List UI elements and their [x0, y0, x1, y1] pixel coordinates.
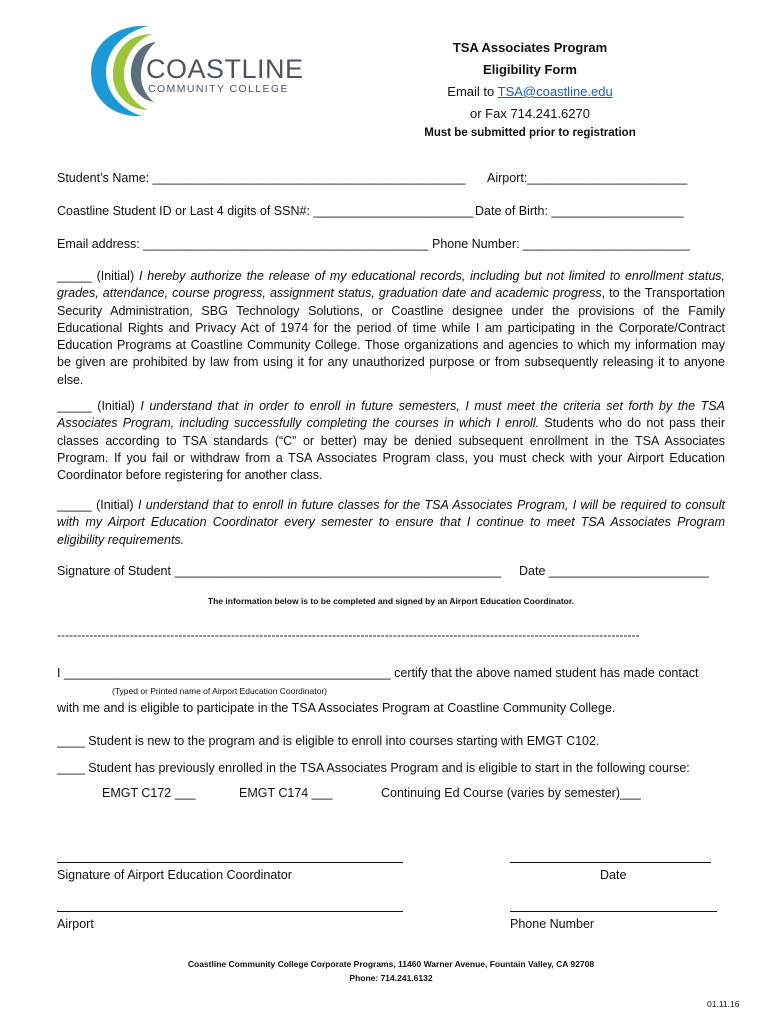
consult-italic: I understand that to enroll in future classes for the TSA Associates Program, I will be required to consult with my Airport Education Coordinator every semester to ensure that I continue to meet TSA Associates Program eligibility requirements. [57, 498, 725, 547]
coordinator-info-notice: The information below is to be completed and signed by an Airport Education Coordinator. [207, 596, 575, 606]
coordinator-signature-line[interactable] [57, 862, 403, 863]
email-field[interactable]: Email address: _________________________________________ [57, 237, 429, 251]
previous-student-option[interactable]: ____ Student has previously enrolled in the TSA Associates Program and is eligible to start in the following course: [57, 761, 690, 775]
submission-notice: Must be submitted prior to registration [424, 127, 636, 139]
email-line [380, 84, 680, 99]
course-emgt-c172[interactable]: EMGT C172 ___ [102, 786, 196, 800]
student-signature-field[interactable]: Signature of Student _______________________________________________ [57, 564, 502, 578]
course-continuing-ed[interactable]: Continuing Ed Course (varies by semester)___ [381, 786, 641, 800]
enrollment-italic: I understand that in order to enroll in future semesters, I must meet the criteria set forth by the TSA Associates Program, including successfully completing the courses in which I enroll. [57, 399, 725, 431]
student-name-field[interactable]: Student’s Name: _____________________________________________ [57, 171, 466, 185]
coastline-logo [86, 20, 304, 120]
airport-signature-line[interactable] [57, 911, 403, 912]
version-code: 01.11.16 [707, 999, 740, 1009]
logo-subtitle: COMMUNITY COLLEGE [148, 83, 289, 95]
coordinator-signature-label: Signature of Airport Education Coordinator [57, 868, 292, 882]
coordinator-date-label: Date [600, 868, 627, 882]
logo-name: COASTLINE [146, 54, 304, 84]
typed-name-caption: (Typed or Printed name of Airport Education Coordinator) [112, 686, 327, 696]
fax-line: or Fax 714.241.6270 [470, 106, 590, 121]
email-link[interactable]: TSA@coastline.edu [497, 84, 613, 99]
new-student-option[interactable]: ____ Student is new to the program and is eligible to enroll into courses starting with EMGT C102. [57, 734, 600, 748]
authorization-rest: , to the Transportation Security Administration, SBG Technology Solutions, or Coastline designee under the provisions of the Family Educational Rights and Privacy Act of 1974 for the period of time while I am participating in the Corporate/Contract Education Programs at Coastline Community College. Those organizations and agencies to which my information may be given are prohibited by law from using it for any unauthorized purpose or from subsequently releasing it to anyone else. [57, 286, 725, 387]
consult-paragraph [57, 497, 725, 549]
dob-field[interactable]: Date of Birth: ___________________ [475, 204, 684, 218]
footer-phone: Phone: 714.241.6132 [349, 973, 433, 983]
phone-number-label: Phone Number [510, 917, 595, 931]
form-subtitle: Eligibility Form [483, 62, 577, 77]
phone-number-line[interactable] [510, 911, 717, 912]
airport-field[interactable]: Airport:_______________________ [487, 171, 688, 185]
student-id-field[interactable]: Coastline Student ID or Last 4 digits of SSN#: _______________________ [57, 204, 474, 218]
airport-label: Airport [57, 917, 94, 931]
coordinator-date-line[interactable] [510, 862, 711, 863]
initial-blank-3[interactable]: _____ (Initial) [57, 498, 138, 512]
authorization-italic: I hereby authorize the release of my educational records, including but not limited to enrollment status, grades, attendance, course progress, assignment status, graduation date and academic progress [57, 269, 726, 301]
course-emgt-c174[interactable]: EMGT C174 ___ [239, 786, 333, 800]
initial-blank-2[interactable]: _____ (Initial) [57, 399, 141, 413]
footer-address: Coastline Community College Corporate Programs, 11460 Warner Avenue, Fountain Valley, CA 92708 [187, 959, 595, 969]
enrollment-paragraph [57, 398, 725, 484]
eligibility-statement: with me and is eligible to participate in the TSA Associates Program at Coastline Community College. [57, 701, 616, 715]
cut-line: ------------------------------------------------------------------------------------------------------------------------------------------------ [57, 628, 640, 642]
student-date-field[interactable]: Date _______________________ [519, 564, 709, 578]
initial-blank-1[interactable]: _____ (Initial) [57, 269, 139, 283]
phone-field[interactable]: Phone Number: ________________________ [432, 237, 690, 251]
authorization-paragraph [57, 268, 725, 389]
certify-line[interactable]: I _______________________________________________ certify that the above named student has made contact [57, 666, 699, 680]
enrollment-rest: Students who do not pass their classes according to TSA standards (“C” or better) may be denied subsequent enrollment in the TSA Associates Program. If you fail or withdraw from a TSA Associates Program class, you must check with your Airport Education Coordinator before registering for another class. [57, 416, 725, 483]
email-prefix: Email to [447, 84, 498, 99]
form-title: TSA Associates Program [452, 40, 608, 55]
